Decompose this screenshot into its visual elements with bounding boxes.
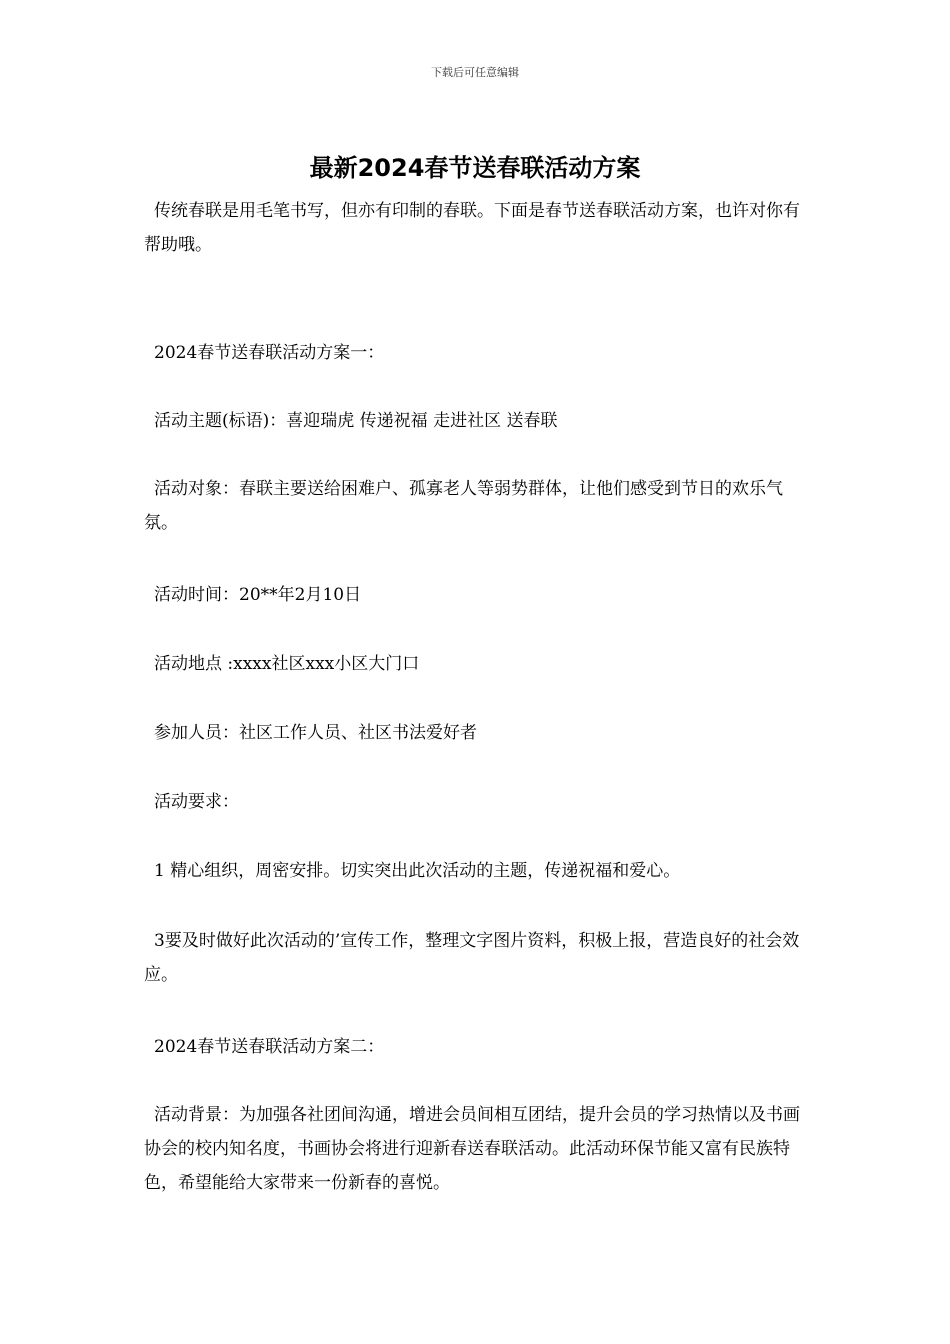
requirement-item-3: 3要及时做好此次活动的’宣传工作，整理文字图片资料，积极上报，营造良好的社会效应。 bbox=[144, 931, 800, 985]
activity-theme: 活动主题(标语)：喜迎瑞虎 传递祝福 走进社区 送春联 bbox=[154, 411, 558, 431]
activity-time: 活动时间：20**年2月10日 bbox=[154, 585, 362, 605]
intro-paragraph: 传统春联是用毛笔书写，但亦有印制的春联。下面是春节送春联活动方案，也许对你有帮助哦。 bbox=[144, 201, 800, 255]
plan-one-heading: 2024春节送春联活动方案一： bbox=[154, 343, 385, 363]
plan-two-heading: 2024春节送春联活动方案二： bbox=[154, 1037, 385, 1057]
requirement-item-1: 1 精心组织，周密安排。切实突出此次活动的主题，传递祝福和爱心。 bbox=[154, 861, 681, 881]
participants: 参加人员：社区工作人员、社区书法爱好者 bbox=[154, 723, 477, 743]
page-header-note: 下载后可任意编辑 bbox=[431, 66, 519, 79]
activity-background: 活动背景：为加强各社团间沟通，增进会员间相互团结，提升会员的学习热情以及书画协会的校内知名度，书画协会将进行迎新春送春联活动。此活动环保节能又富有民族特色，希望能给大家带来一份新春的喜悦。 bbox=[144, 1105, 800, 1193]
activity-target: 活动对象：春联主要送给困难户、孤寡老人等弱势群体，让他们感受到节日的欢乐气氛。 bbox=[144, 479, 783, 533]
activity-location: 活动地点 :xxxx社区xxx小区大门口 bbox=[154, 654, 420, 674]
requirements-heading: 活动要求： bbox=[154, 792, 239, 812]
document-title: 最新2024春节送春联活动方案 bbox=[309, 154, 641, 182]
